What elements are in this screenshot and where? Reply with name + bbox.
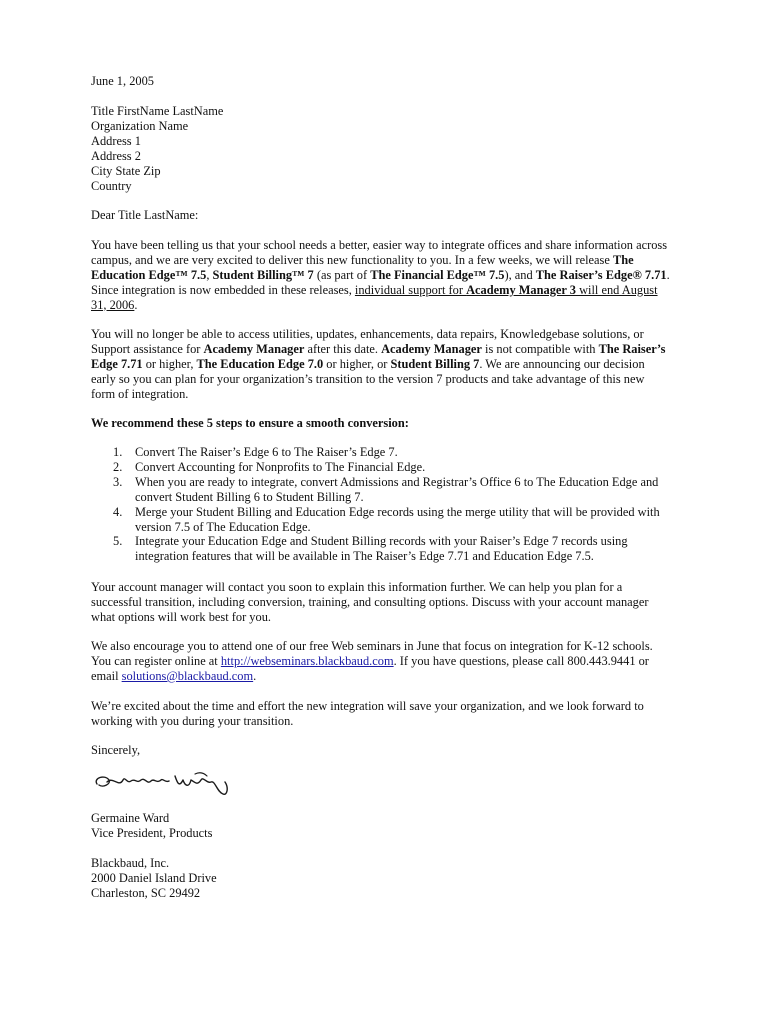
signer-title: Vice President, Products [91, 825, 213, 840]
recipient-address1: Address 1 [91, 133, 141, 148]
list-item: 4. Merge your Student Billing and Education Edge records using the merge utility that will be provided with version 7.5 of The Education Edge. [113, 504, 660, 534]
steps-list [91, 445, 691, 564]
signer-block [91, 811, 691, 841]
email-link[interactable]: solutions@blackbaud.com [121, 668, 254, 683]
webseminars-link[interactable]: http://webseminars.blackbaud.com [220, 653, 394, 668]
support-end-notice: individual support for Academy Manager 3 will end August [354, 282, 658, 297]
company-street: 2000 Daniel Island Drive [91, 870, 217, 885]
list-item: 3. When you are ready to integrate, convert Admissions and Registrar’s Office 6 to The Education Edge and convert Student Billing 6 to Student Billing 7. [113, 474, 659, 504]
paragraph-5: We’re excited about the time and effort the new integration will save your organization, and we look forward to working with you during your transition. [91, 699, 644, 728]
paragraph-2: You will no longer be able to access utilities, updates, enhancements, data repairs, Knowledgebase solutions, or Support assistance for Academy Manager after this date. Academy Manager is not compatible with The Raiser’s Edge 7.71 or higher, The Education Edge 7.0 or higher, or Student Billing 7. We are announcing our decision early so you can plan for your organization’s transition to the version 7 products and take advantage of this new form of integration. [91, 327, 666, 401]
list-item: 5. Integrate your Education Edge and Student Billing records with your Raiser’s Edge 7 records using integration features that will be available in The Raiser’s Edge 7.71 and Education Edge 7.5. [113, 534, 628, 564]
signer-name: Germaine Ward [91, 811, 170, 825]
recipient-country: Country [91, 178, 132, 193]
closing: Sincerely, [91, 743, 141, 757]
list-item: 2. Convert Accounting for Nonprofits to The Financial Edge. [113, 459, 426, 474]
recipient-city-state-zip: City State Zip [91, 163, 161, 178]
salutation: Dear Title LastName: [91, 208, 199, 222]
paragraph-4: We also encourage you to attend one of our free Web seminars in June that focus on integration for K-12 schools. You can register online at http://webseminars.blackbaud.com. If you have questions, please call 800.443.9441 or email solutions@blackbaud.com. [91, 639, 653, 683]
company-address [91, 856, 691, 901]
paragraph-3: Your account manager will contact you soon to explain this information further. We can help you plan for a successful transition, including conversion, training, and consulting options. Discuss with your account manager what options will work best for you. [91, 580, 649, 624]
recipient-organization: Organization Name [91, 118, 189, 133]
recipient-name: Title FirstName LastName [91, 104, 224, 118]
recommend-heading: We recommend these 5 steps to ensure a smooth conversion: [91, 416, 409, 430]
company-city: Charleston, SC 29492 [91, 885, 201, 900]
letter-date: June 1, 2005 [91, 74, 154, 88]
signature-image [91, 768, 231, 800]
recipient-address [91, 104, 691, 193]
company-name: Blackbaud, Inc. [91, 856, 170, 870]
paragraph-1: You have been telling us that your school needs a better, easier way to integrate offices and share information across campus, and we are very excited to deliver this new functionality to you. In a few weeks, we will release The Education Edge™ 7.5, Student Billing™ 7 (as part of The Financial Edge™ 7.5), and The Raiser’s Edge® 7.71. Since integration is now embedded in these releases, individual support for Academy Manager 3 will end August 31, 2006. [91, 238, 670, 312]
list-item: 1. Convert The Raiser’s Edge 6 to The Raiser’s Edge 7. [113, 445, 398, 459]
recipient-address2: Address 2 [91, 148, 141, 163]
